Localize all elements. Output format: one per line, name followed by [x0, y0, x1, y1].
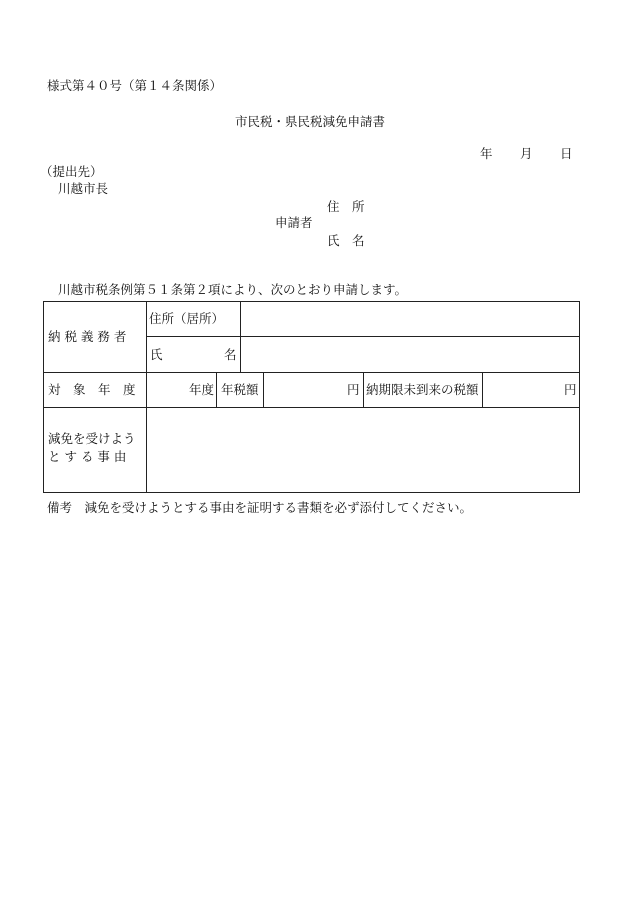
col-divider	[216, 372, 217, 407]
taxpayer-address-field[interactable]	[241, 302, 579, 336]
applicant-name-label: 氏 名	[327, 233, 365, 248]
applicant-address-label: 住 所	[327, 199, 365, 214]
applicant-label: 申請者	[275, 215, 313, 230]
col-divider	[363, 372, 364, 407]
annual-tax-label: 年税額	[221, 382, 259, 397]
application-table	[43, 301, 580, 493]
date-month-label: 月	[520, 146, 533, 161]
date-day-label: 日	[560, 146, 573, 161]
target-year-label: 対 象 年 度	[48, 382, 136, 397]
reason-field[interactable]	[147, 408, 579, 492]
unpaid-tax-yen: 円	[564, 382, 577, 397]
date-year-label: 年	[480, 146, 493, 161]
note-text: 備考 減免を受けようとする事由を証明する書類を必ず添付してください。	[47, 500, 473, 515]
unpaid-tax-label: 納期限未到来の税額	[366, 382, 479, 397]
annual-tax-yen: 円	[347, 382, 360, 397]
reason-label-line1: 減免を受けよう	[48, 431, 136, 446]
taxpayer-name-label-1: 氏	[150, 347, 163, 362]
taxpayer-address-label: 住所（居所）	[149, 311, 225, 326]
form-number: 様式第４０号（第１４条関係）	[47, 78, 223, 93]
year-unit-label: 年度	[189, 382, 215, 397]
document-title: 市民税・県民税減免申請書	[235, 114, 386, 129]
recipient-label: （提出先）	[40, 164, 103, 179]
recipient-name: 川越市長	[58, 181, 109, 196]
intro-text: 川越市税条例第５１条第２項により、次のとおり申請します。	[58, 282, 408, 297]
reason-label-line2: と す る 事 由	[48, 449, 127, 464]
taxpayer-label: 納 税 義 務 者	[48, 329, 127, 344]
taxpayer-name-label-2: 名	[224, 347, 237, 362]
taxpayer-name-field[interactable]	[241, 337, 579, 372]
